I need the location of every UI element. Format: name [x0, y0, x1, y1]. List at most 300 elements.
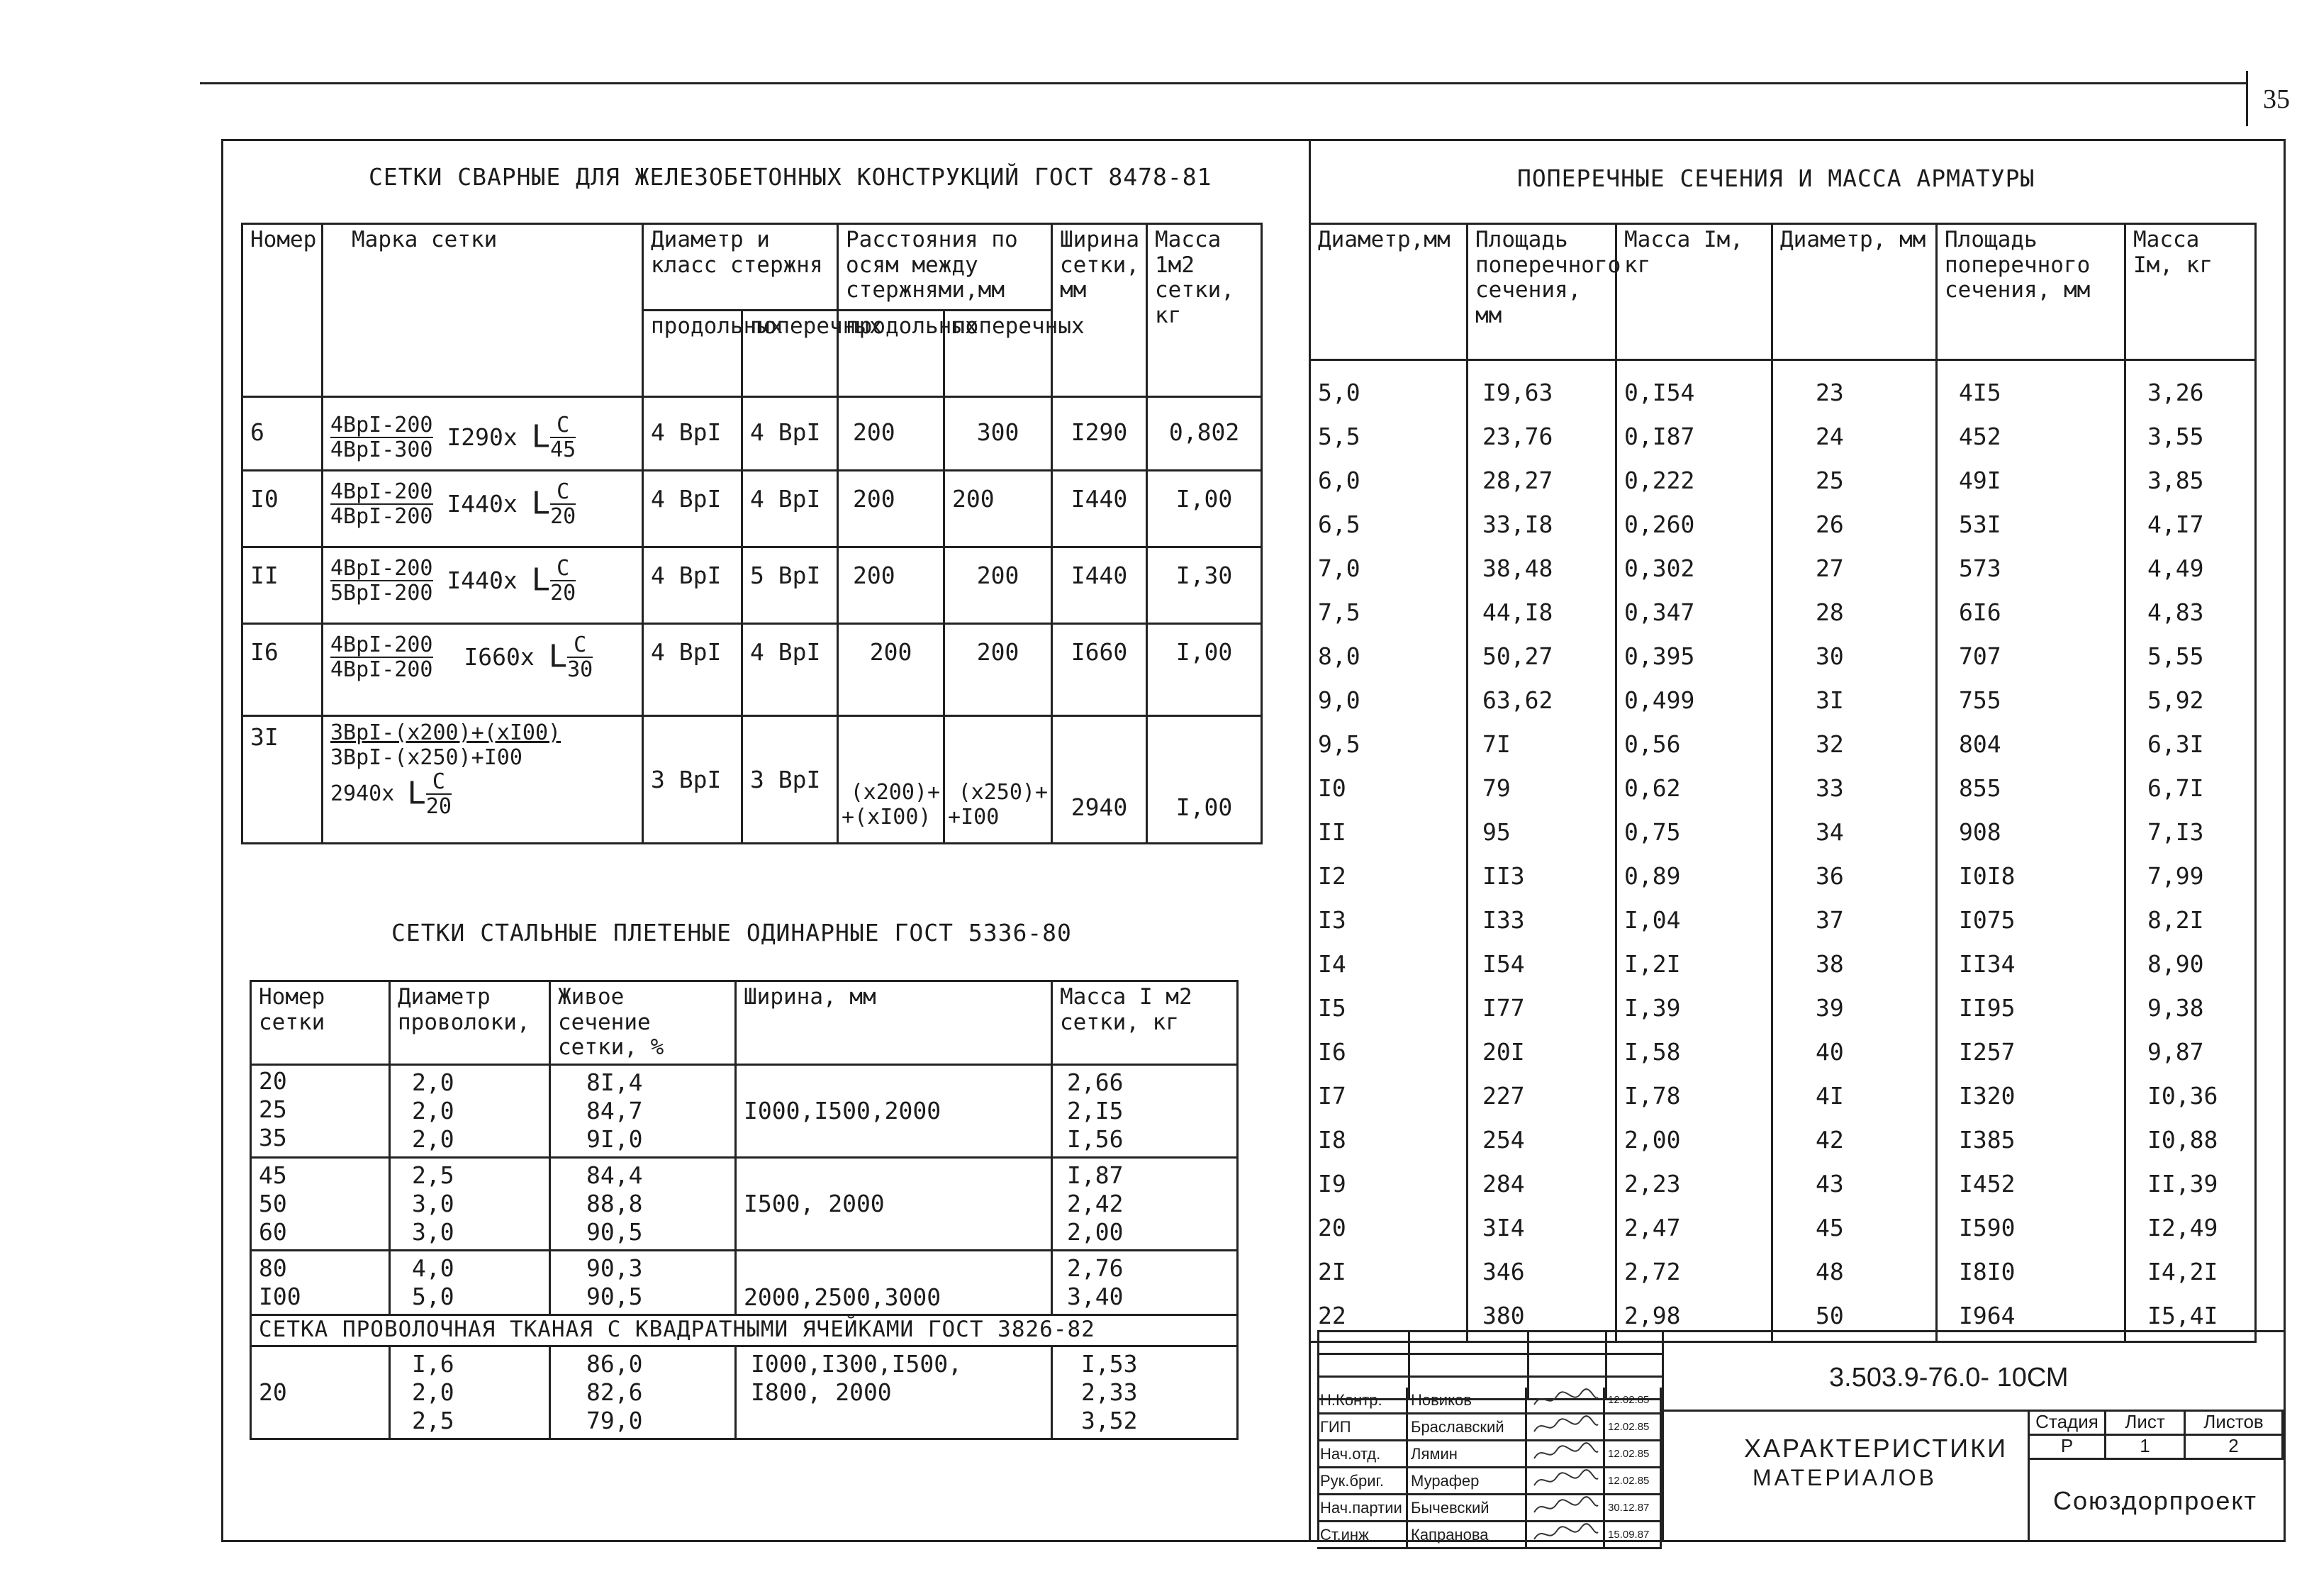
- row-dia-long: 4 BpI: [643, 397, 742, 471]
- area-value: II95: [1959, 994, 2016, 1022]
- area-value: I452: [1959, 1170, 2016, 1198]
- area-value: 6I6: [1959, 598, 2001, 626]
- row-mark: $\frac{\text{4BpI-200}}{\text{5BpI-200}} I440x$ L $\frac{C}{20}$: [323, 547, 643, 624]
- welded-title: СЕТКИ СВАРНЫЕ ДЛЯ ЖЕЛЕЗОБЕТОННЫХ КОНСТРУКЦИЙ ГОСТ 8478-81: [369, 163, 1212, 191]
- mass-value: 2,98: [1624, 1302, 1681, 1329]
- area-value: 452: [1959, 423, 2001, 450]
- mark-bottom: 4BpI-200: [330, 504, 433, 529]
- table-row: [251, 1064, 1238, 1157]
- mesh-mass: 2,33: [1081, 1378, 1138, 1406]
- area-value: I0I8: [1959, 862, 2016, 890]
- people-rows: [1317, 1388, 1662, 1549]
- signature-mark: [1527, 1414, 1605, 1439]
- signer-name: Мурафер: [1408, 1468, 1527, 1493]
- area-value: 573: [1959, 554, 2001, 582]
- mesh-mass: I,56: [1067, 1125, 1124, 1153]
- mass-value: I,2I: [1624, 950, 1681, 978]
- mass-value: 9,87: [2147, 1038, 2204, 1066]
- mesh-number: 25: [259, 1095, 287, 1123]
- live-section: 88,8: [586, 1189, 643, 1217]
- mesh-width: I000,I500,2000: [736, 1064, 1052, 1157]
- signer-name: Браславский: [1408, 1414, 1527, 1439]
- diameter-value: 37: [1816, 906, 1844, 934]
- table-row: [242, 716, 1262, 844]
- mass-value: I0,88: [2147, 1126, 2218, 1154]
- area-value: I075: [1959, 906, 2016, 934]
- signer-role: Нач.отд.: [1317, 1441, 1408, 1466]
- diameter-value: I0: [1318, 774, 1346, 802]
- mass-value: 0,347: [1624, 598, 1695, 626]
- diameter-value: 28: [1816, 598, 1844, 626]
- row-mark: $\frac{\text{4BpI-200}}{\text{4BpI-300}} I290x$ L $\frac{C}{45}$: [323, 397, 643, 471]
- mark-top: 4BpI-200: [330, 413, 433, 437]
- area-value: 33,I8: [1482, 510, 1553, 538]
- col-diameter: Диаметр,мм: [1310, 224, 1468, 360]
- mass-value: 2,23: [1624, 1170, 1681, 1198]
- page-number-divider: [2246, 71, 2248, 126]
- signer-role: Нач.партии: [1317, 1495, 1408, 1520]
- diameter-value: 40: [1816, 1038, 1844, 1066]
- col-width: Ширина, мм: [736, 981, 1052, 1065]
- diameter-value: 25: [1816, 467, 1844, 494]
- mass-value: 0,302: [1624, 554, 1695, 582]
- diameter-value: 36: [1816, 862, 1844, 890]
- table-row: [251, 1346, 1238, 1439]
- area-value: 227: [1482, 1082, 1525, 1110]
- stage-label: Стадия: [2029, 1411, 2106, 1435]
- area-value: I8I0: [1959, 1258, 2016, 1285]
- mesh-mass: 3,40: [1067, 1282, 1124, 1310]
- col-spacing-long: продольных: [838, 311, 944, 397]
- row-space-long: 200: [838, 397, 944, 471]
- signature-mark: [1527, 1441, 1605, 1466]
- diameter-value: 50: [1816, 1302, 1844, 1329]
- row-dia-trans: 5 BpI: [742, 547, 838, 624]
- diameter-value: 5,0: [1318, 379, 1360, 406]
- wire-diameter: 3,0: [412, 1189, 454, 1217]
- col-area: Площадь поперечного сечения, мм: [1468, 224, 1616, 360]
- col-diameter-2: Диаметр, мм: [1772, 224, 1937, 360]
- area-value: I964: [1959, 1302, 2016, 1329]
- diameter-value: 45: [1816, 1214, 1844, 1241]
- diameter-value: 30: [1816, 642, 1844, 670]
- diameter-value: 34: [1816, 818, 1844, 846]
- sign-date: 30.12.87: [1605, 1495, 1662, 1520]
- area-value: 95: [1482, 818, 1511, 846]
- space-trans-1: (x250)+: [958, 780, 1049, 805]
- row-space-trans: 200: [944, 624, 1052, 716]
- mass-value: I,58: [1624, 1038, 1681, 1066]
- diameter-value: 3I: [1816, 686, 1844, 714]
- sheet-value: 1: [2106, 1435, 2185, 1459]
- row-number: 3I: [242, 716, 323, 844]
- mass-value: 8,90: [2147, 950, 2204, 978]
- signer-role: Рук.бриг.: [1317, 1468, 1408, 1493]
- mass-value: I4,2I: [2147, 1258, 2218, 1285]
- doc-code: 3.503.9-76.0- 10СМ: [1829, 1363, 2069, 1393]
- mass-value: 6,7I: [2147, 774, 2204, 802]
- mark-d: 20: [425, 794, 452, 819]
- area-value: 755: [1959, 686, 2001, 714]
- mesh-number: 35: [259, 1123, 287, 1151]
- mesh-width: 2000,2500,3000: [736, 1250, 1052, 1315]
- col-mass: Масса Iм, кг: [1616, 224, 1772, 360]
- signature-mark: [1527, 1388, 1605, 1412]
- col-mass-2: Масса Iм, кг: [2125, 224, 2256, 360]
- col-dia: Диаметр проволоки,: [390, 981, 550, 1065]
- area-value: 380: [1482, 1302, 1525, 1329]
- diameter-value: I6: [1318, 1038, 1346, 1066]
- col-diameter: Диаметр и класс стержня: [643, 224, 838, 311]
- mass-list: [1616, 360, 1772, 1342]
- mark-d: 30: [567, 657, 593, 682]
- diameter-value: 32: [1816, 730, 1844, 758]
- row-number: II: [242, 547, 323, 624]
- wire-diameter: 2,0: [412, 1378, 454, 1406]
- space-long-1: (x200)+: [850, 780, 941, 805]
- area-value: 707: [1959, 642, 2001, 670]
- mesh-mass: I,53: [1081, 1349, 1138, 1378]
- row-space-long: 200: [838, 471, 944, 547]
- mark-c: C: [550, 413, 576, 438]
- mesh-mass: 2,76: [1067, 1254, 1124, 1282]
- area-value: 7I: [1482, 730, 1511, 758]
- diameter-value: I8: [1318, 1126, 1346, 1154]
- woven-mesh-table: [250, 980, 1239, 1440]
- mark-d: 20: [550, 504, 576, 529]
- mass-value: I,39: [1624, 994, 1681, 1022]
- area-value: 804: [1959, 730, 2001, 758]
- signature-mark: [1527, 1468, 1605, 1493]
- mass-value: 0,89: [1624, 862, 1681, 890]
- row-dia-long: 4 BpI: [643, 471, 742, 547]
- signature-row: [1317, 1495, 1662, 1522]
- col-area-2: Площадь поперечного сечения, мм: [1937, 224, 2125, 360]
- live-section: 82,6: [586, 1378, 643, 1406]
- row-space-trans: 300: [944, 397, 1052, 471]
- area-value: I33: [1482, 906, 1525, 934]
- mesh-number: 45: [259, 1161, 287, 1189]
- live-section: 90,3: [586, 1254, 643, 1282]
- mass-value: 0,75: [1624, 818, 1681, 846]
- area-value: 284: [1482, 1170, 1525, 1198]
- mass-value: 6,3I: [2147, 730, 2204, 758]
- stage-value: Р: [2029, 1435, 2106, 1459]
- mass-value: 3,55: [2147, 423, 2204, 450]
- mark-bottom: 4BpI-200: [330, 657, 433, 682]
- mesh-number: 60: [259, 1217, 287, 1246]
- area-value: 79: [1482, 774, 1511, 802]
- mesh-width: I500, 2000: [736, 1157, 1052, 1250]
- mass-value: I0,36: [2147, 1082, 2218, 1110]
- diameter-value: 2I: [1318, 1258, 1346, 1285]
- signature-row: [1317, 1388, 1662, 1414]
- mark-c: C: [567, 633, 593, 658]
- row-width: I440: [1052, 547, 1147, 624]
- mass-value: I,04: [1624, 906, 1681, 934]
- col-mass: Масса I м2 сетки, кг: [1052, 981, 1238, 1065]
- wire-diameter: 2,5: [412, 1161, 454, 1189]
- diameter-value: 7,5: [1318, 598, 1360, 626]
- woven-title: СЕТКИ СТАЛЬНЫЕ ПЛЕТЕНЫЕ ОДИНАРНЫЕ ГОСТ 5336-80: [391, 919, 1072, 947]
- diameter-value: 42: [1816, 1126, 1844, 1154]
- mass-value: I2,49: [2147, 1214, 2218, 1241]
- space-trans-2: +I00: [948, 804, 1000, 830]
- diameter-value: 27: [1816, 554, 1844, 582]
- mark-d: 20: [550, 581, 576, 606]
- organization-name: Союздорпроект: [2053, 1486, 2257, 1515]
- diameter-value: I7: [1318, 1082, 1346, 1110]
- diameter-value: 4I: [1816, 1082, 1844, 1110]
- signature-mark: [1527, 1522, 1605, 1547]
- mass-value: 8,2I: [2147, 906, 2204, 934]
- diameter-value: 22: [1318, 1302, 1346, 1329]
- col-live: Живое сечение сетки, %: [550, 981, 736, 1065]
- live-section: 8I,4: [586, 1068, 643, 1096]
- area-value: 3I4: [1482, 1214, 1525, 1241]
- signer-name: Бычевский: [1408, 1495, 1527, 1520]
- mass-value: II,39: [2147, 1170, 2218, 1198]
- row-number: 6: [242, 397, 323, 471]
- row-width: 2940: [1052, 716, 1147, 844]
- mass-value: 4,83: [2147, 598, 2204, 626]
- mass-value: 0,I54: [1624, 379, 1695, 406]
- signature-row: [1317, 1414, 1662, 1441]
- signer-name: Капранова: [1408, 1522, 1527, 1547]
- row-space-trans: [944, 716, 1052, 844]
- mesh-mass: 3,52: [1081, 1406, 1138, 1434]
- sign-date: 15.09.87: [1605, 1522, 1662, 1547]
- diameter-value: 9,0: [1318, 686, 1360, 714]
- mesh-mass: 2,I5: [1067, 1096, 1124, 1125]
- mass-value: 0,260: [1624, 510, 1695, 538]
- live-section: 84,7: [586, 1096, 643, 1125]
- mass-list-2: [2125, 360, 2256, 1342]
- mark-bottom: 5BpI-200: [330, 581, 433, 606]
- area-value: I9,63: [1482, 379, 1553, 406]
- area-value: I590: [1959, 1214, 2016, 1241]
- signer-role: Н.Контр.: [1317, 1388, 1408, 1412]
- area-value: 254: [1482, 1126, 1525, 1154]
- space-long-2: +(xI00): [842, 804, 932, 830]
- signer-name: Новиков: [1408, 1388, 1527, 1412]
- area-value: II3: [1482, 862, 1525, 890]
- row-dia-trans: 3 BpI: [742, 716, 838, 844]
- mesh-width: I800, 2000: [751, 1378, 892, 1406]
- diameter-value: 38: [1816, 950, 1844, 978]
- square-mesh-title: СЕТКА ПРОВОЛОЧНАЯ ТКАНАЯ С КВАДРАТНЫМИ ЯЧЕЙКАМИ ГОСТ 3826-82: [251, 1315, 1238, 1346]
- row-mark: 3BpI-(x200)+(xI00) 3BpI-(x250)+I00 2940x L $\frac{C}{20}$: [323, 716, 643, 844]
- mesh-mass: 2,42: [1067, 1189, 1124, 1217]
- sections-title: ПОПЕРЕЧНЫЕ СЕЧЕНИЯ И МАССА АРМАТУРЫ: [1517, 164, 2035, 192]
- table-row: [251, 1157, 1238, 1250]
- row-dia-trans: 4 BpI: [742, 624, 838, 716]
- table-row: [242, 471, 1262, 547]
- mark-width: I290x: [447, 423, 518, 452]
- mass-value: 0,56: [1624, 730, 1681, 758]
- mass-value: I5,4I: [2147, 1302, 2218, 1329]
- mesh-number: 20: [251, 1346, 390, 1439]
- mark-top: 4BpI-200: [330, 556, 433, 581]
- diameter-value: 33: [1816, 774, 1844, 802]
- area-value: I257: [1959, 1038, 2016, 1066]
- diameter-value: 48: [1816, 1258, 1844, 1285]
- live-section: 86,0: [586, 1349, 643, 1378]
- cross-sections-table: [1309, 223, 2257, 1343]
- mark-c: C: [550, 480, 576, 505]
- diameter-value: 23: [1816, 379, 1844, 406]
- mark-width: 2940x: [330, 781, 395, 806]
- mark-width: I440x: [447, 567, 518, 595]
- row-dia-trans: 4 BpI: [742, 471, 838, 547]
- mass-value: 0,I87: [1624, 423, 1695, 450]
- row-width: I660: [1052, 624, 1147, 716]
- mesh-width: I000,I300,I500,: [751, 1349, 963, 1378]
- page-number: 35: [2263, 84, 2290, 114]
- area-value: 44,I8: [1482, 598, 1553, 626]
- diameter-value: I4: [1318, 950, 1346, 978]
- area-value: 38,48: [1482, 554, 1553, 582]
- mass-value: 2,72: [1624, 1258, 1681, 1285]
- diameter-value: I3: [1318, 906, 1346, 934]
- area-list: [1468, 360, 1616, 1342]
- signature-row: [1317, 1468, 1662, 1495]
- diameter-value: 6,0: [1318, 467, 1360, 494]
- row-number: I0: [242, 471, 323, 547]
- mass-value: 0,62: [1624, 774, 1681, 802]
- area-value: I54: [1482, 950, 1525, 978]
- area-value: 23,76: [1482, 423, 1553, 450]
- wire-diameter: 2,0: [412, 1125, 454, 1153]
- row-dia-long: 3 BpI: [643, 716, 742, 844]
- row-mark: $\frac{\text{4BpI-200}}{\text{4BpI-200}} I660x$ L $\frac{C}{30}$: [323, 624, 643, 716]
- diameter-value: I9: [1318, 1170, 1346, 1198]
- mass-value: I,78: [1624, 1082, 1681, 1110]
- mesh-mass: 2,66: [1067, 1068, 1124, 1096]
- mass-value: 3,26: [2147, 379, 2204, 406]
- mass-value: 5,92: [2147, 686, 2204, 714]
- doc-title-2: МАТЕРИАЛОВ: [1753, 1465, 1938, 1490]
- area-value: 63,62: [1482, 686, 1553, 714]
- mass-value: 2,00: [1624, 1126, 1681, 1154]
- col-diameter-trans: поперечных: [742, 311, 838, 397]
- sign-date: 12.02.85: [1605, 1441, 1662, 1466]
- area-list-2: [1937, 360, 2125, 1342]
- mass-value: 2,47: [1624, 1214, 1681, 1241]
- mesh-mass: I,87: [1067, 1161, 1124, 1189]
- area-value: 20I: [1482, 1038, 1525, 1066]
- signature-row: [1317, 1441, 1662, 1468]
- mark-width: I660x: [464, 643, 535, 671]
- mass-value: 0,499: [1624, 686, 1695, 714]
- col-mark: Марка сетки: [323, 224, 643, 397]
- mass-value: 0,395: [1624, 642, 1695, 670]
- sheets-value: 2: [2185, 1435, 2283, 1459]
- diameter-value: 9,5: [1318, 730, 1360, 758]
- wire-diameter: 4,0: [412, 1254, 454, 1282]
- area-value: I385: [1959, 1126, 2016, 1154]
- mesh-mass: 2,00: [1067, 1217, 1124, 1246]
- live-section: 84,4: [586, 1161, 643, 1189]
- mark-top: 4BpI-200: [330, 479, 433, 504]
- sign-date: 12.02.85: [1605, 1468, 1662, 1493]
- mass-value: 0,222: [1624, 467, 1695, 494]
- row-mass: I,30: [1147, 547, 1262, 624]
- mesh-number: I00: [259, 1282, 301, 1310]
- area-value: 346: [1482, 1258, 1525, 1285]
- signer-name: Лямин: [1408, 1441, 1527, 1466]
- diameter-value: 43: [1816, 1170, 1844, 1198]
- mesh-number: 50: [259, 1189, 287, 1217]
- mass-value: 9,38: [2147, 994, 2204, 1022]
- mark-line1: 3BpI-(x200)+(xI00): [330, 720, 561, 745]
- wire-diameter: I,6: [412, 1349, 454, 1378]
- signer-role: ГИП: [1317, 1414, 1408, 1439]
- sign-date: 12.02.85: [1605, 1414, 1662, 1439]
- live-section: 79,0: [586, 1406, 643, 1434]
- mass-value: 4,I7: [2147, 510, 2204, 538]
- diameter-value: II: [1318, 818, 1346, 846]
- row-space-trans: 200: [944, 547, 1052, 624]
- wire-diameter: 2,5: [412, 1406, 454, 1434]
- diameter-value: 7,0: [1318, 554, 1360, 582]
- table-row: [242, 624, 1262, 716]
- area-value: 855: [1959, 774, 2001, 802]
- diameter-value: 5,5: [1318, 423, 1360, 450]
- table-row: [251, 1250, 1238, 1315]
- mark-line2: 3BpI-(x250)+I00: [330, 744, 522, 770]
- mark-c: C: [426, 770, 452, 795]
- mass-value: 7,99: [2147, 862, 2204, 890]
- welded-mesh-table: [241, 223, 1263, 844]
- diameter-value: 39: [1816, 994, 1844, 1022]
- area-value: I320: [1959, 1082, 2016, 1110]
- col-width: Ширина сетки, мм: [1052, 224, 1147, 397]
- mark-bottom: 4BpI-300: [330, 437, 433, 462]
- mass-value: 5,55: [2147, 642, 2204, 670]
- diameter-value: I5: [1318, 994, 1346, 1022]
- wire-diameter: 3,0: [412, 1217, 454, 1246]
- row-width: I440: [1052, 471, 1147, 547]
- sheet-label: Лист: [2106, 1411, 2185, 1435]
- mark-d: 45: [550, 437, 576, 462]
- diameter-value: 24: [1816, 423, 1844, 450]
- live-section: 90,5: [586, 1282, 643, 1310]
- live-section: 90,5: [586, 1217, 643, 1246]
- live-section: 9I,0: [586, 1125, 643, 1153]
- row-mass: I,00: [1147, 716, 1262, 844]
- row-number: I6: [242, 624, 323, 716]
- area-value: 53I: [1959, 510, 2001, 538]
- mark-c: C: [550, 557, 576, 581]
- row-space-long: [838, 716, 944, 844]
- row-mass: 0,802: [1147, 397, 1262, 471]
- diameter-value: 6,5: [1318, 510, 1360, 538]
- area-value: I77: [1482, 994, 1525, 1022]
- mark-top: 4BpI-200: [330, 632, 433, 657]
- diameter-list: [1310, 360, 1468, 1342]
- diameter-list-2: [1772, 360, 1937, 1342]
- mass-value: 3,85: [2147, 467, 2204, 494]
- signature-row: [1317, 1522, 1662, 1549]
- col-spacing: Расстояния по осям между стержнями,мм: [838, 224, 1052, 311]
- area-value: 908: [1959, 818, 2001, 846]
- sign-date: 12.02.85: [1605, 1388, 1662, 1412]
- col-mass: Масса 1м2 сетки, кг: [1147, 224, 1262, 397]
- mass-value: 4,49: [2147, 554, 2204, 582]
- mass-value: 7,I3: [2147, 818, 2204, 846]
- mesh-number: 80: [259, 1254, 287, 1282]
